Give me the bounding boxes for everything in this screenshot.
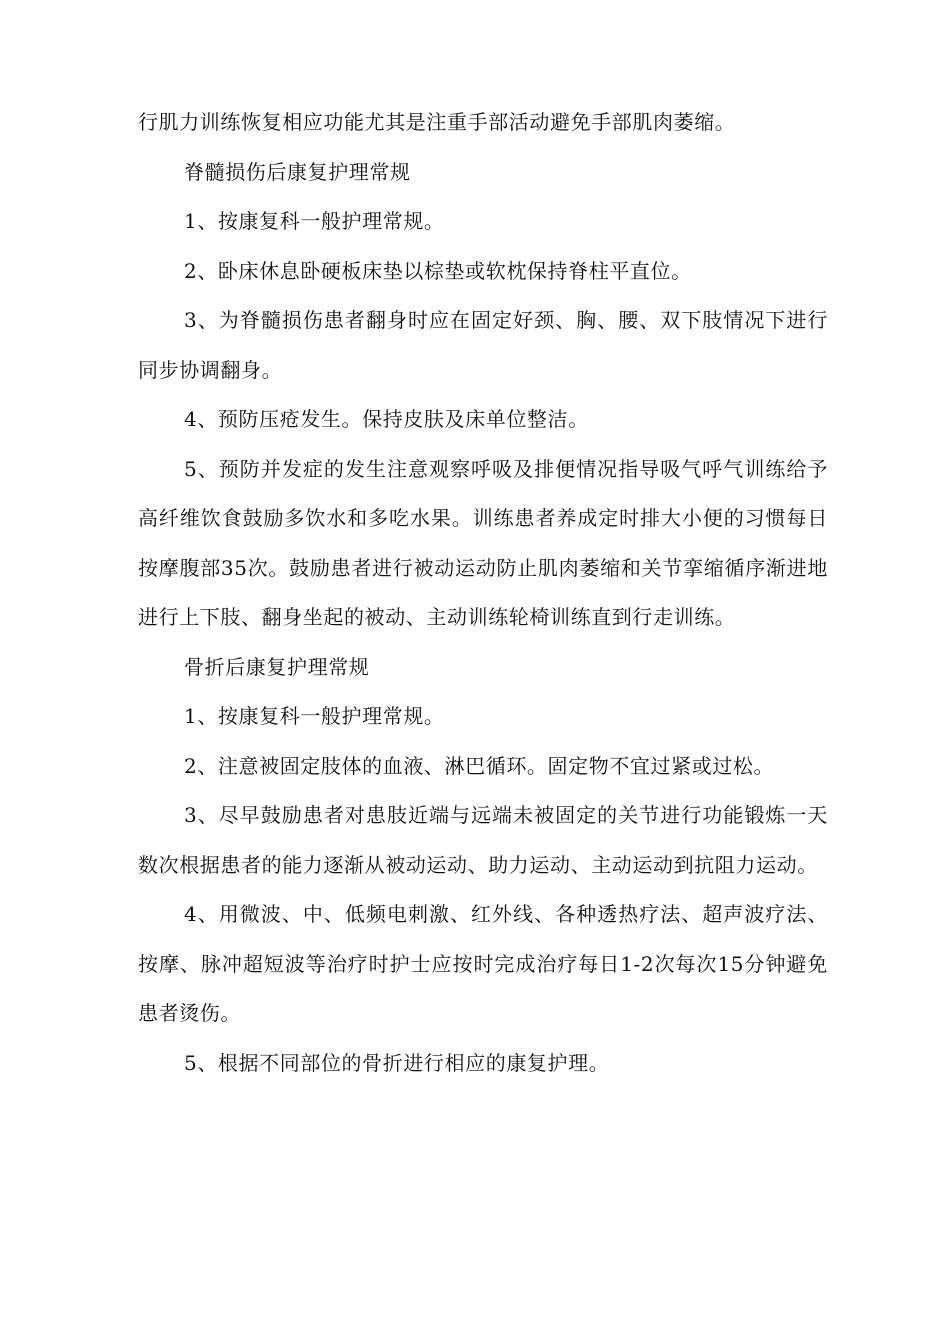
- list-item: 4、预防压疮发生。保持皮肤及床单位整洁。: [184, 407, 589, 431]
- section-heading-spinal-cord-injury: 脊髓损伤后康复护理常规: [184, 159, 411, 184]
- list-item: 2、卧床休息卧硬板床垫以棕垫或软枕保持脊柱平直位。: [184, 258, 692, 283]
- paragraph-continuation: 行肌力训练恢复相应功能尤其是注重手部活动避免手部肌肉萎缩。: [138, 110, 736, 134]
- list-item: 3、尽早鼓励患者对患肢近端与远端未被固定的关节进行功能锻炼一天数次根据患者的能力逐渐从被动运动、助力运动、主动运动到抗阻力运动。: [138, 803, 828, 877]
- list-item: 1、按康复科一般护理常规。: [184, 209, 445, 233]
- section-heading-fracture: 骨折后康复护理常规: [184, 654, 370, 679]
- list-item: 4、用微波、中、低频电刺激、红外线、各种透热疗法、超声波疗法、按摩、脉冲超短波等治疗时护士应按时完成治疗每日1-2次每次15分钟避免患者烫伤。: [138, 902, 828, 1025]
- document-body: [138, 98, 828, 1088]
- list-item: 5、预防并发症的发生注意观察呼吸及排便情况指导吸气呼气训练给予高纤维饮食鼓励多饮水和多吃水果。训练患者养成定时排大小便的习惯每日按摩腹部35次。鼓励患者进行被动运动防止肌肉萎缩和关节挛缩循序渐进地进行上下肢、翻身坐起的被动、主动训练轮椅训练直到行走训练。: [138, 456, 828, 629]
- list-item: 1、按康复科一般护理常规。: [184, 704, 445, 728]
- list-item: 2、注意被固定肢体的血液、淋巴循环。固定物不宜过紧或过松。: [184, 753, 775, 778]
- list-item: 5、根据不同部位的骨折进行相应的康复护理。: [184, 1050, 610, 1075]
- list-item: 3、为脊髓损伤患者翻身时应在固定好颈、胸、腰、双下肢情况下进行同步协调翻身。: [138, 308, 828, 382]
